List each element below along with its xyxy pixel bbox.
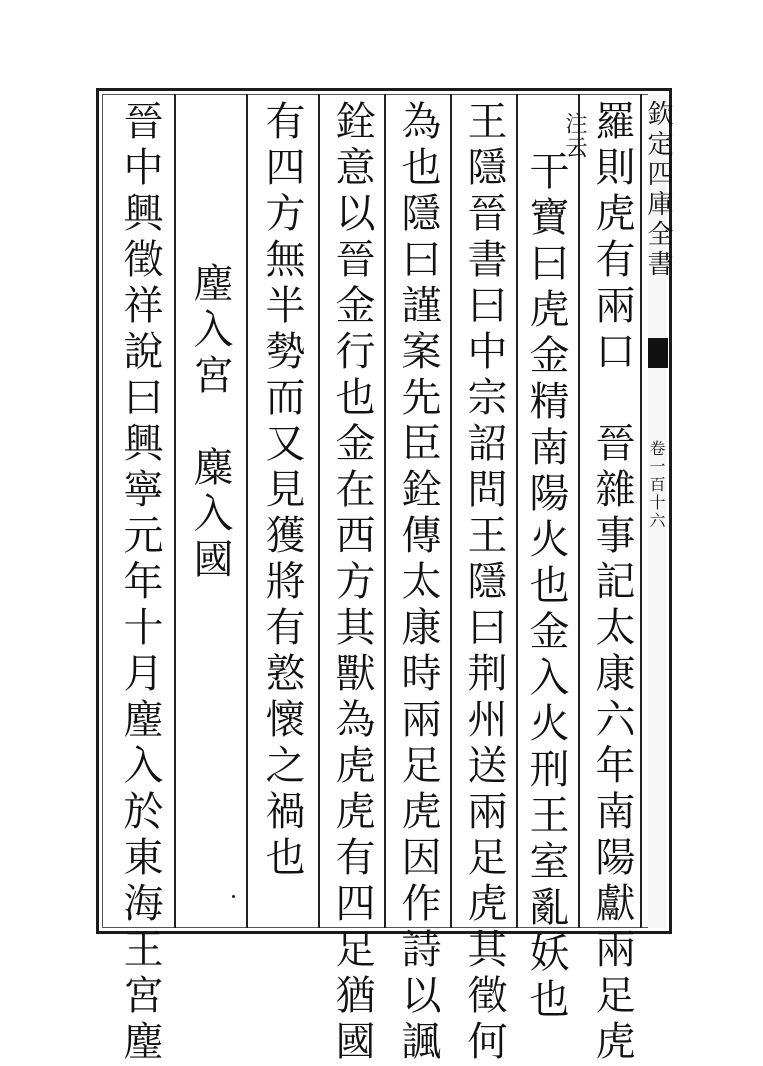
column-divider [578,94,580,928]
column-divider [318,94,320,928]
text-column-8: 晉中興徵祥說曰興寧元年十月麈入於東海王宮麈 [117,100,163,1066]
column-divider [516,94,518,928]
column-divider [450,94,452,928]
column-divider [384,94,386,928]
text-column-2: 干寶曰虎金精南陽火也金入火刑王室亂妖也 [523,150,569,1024]
book-title: 欽定四庫全書 [643,100,673,280]
text-column-3: 王隱晉書曰中宗詔問王隱曰荆州送兩足虎其徵何 [461,100,507,1066]
text-column-4: 為也隱曰謹案先臣銓傳太康時兩足虎因作詩以諷 [395,100,441,1066]
fish-tail-mark [648,338,668,368]
column-divider [246,94,248,928]
column-divider [174,94,176,928]
text-column-5: 銓意以晉金行也金在西方其獸為虎虎有四足猶國 [329,100,375,1066]
volume-number: 卷一百十六 [647,440,666,530]
text-column-1: 羅則虎有兩口 晉雜事記太康六年南陽獻兩足虎 [589,100,635,1066]
column-divider [640,94,642,928]
text-column-7: 麈入宮 麋入國 [187,262,233,584]
stray-ink-dot [232,895,235,898]
annotation-marker: 注云 [562,112,587,160]
text-column-6: 有四方無半勢而又見獲將有憝懷之禍也 [259,100,305,882]
